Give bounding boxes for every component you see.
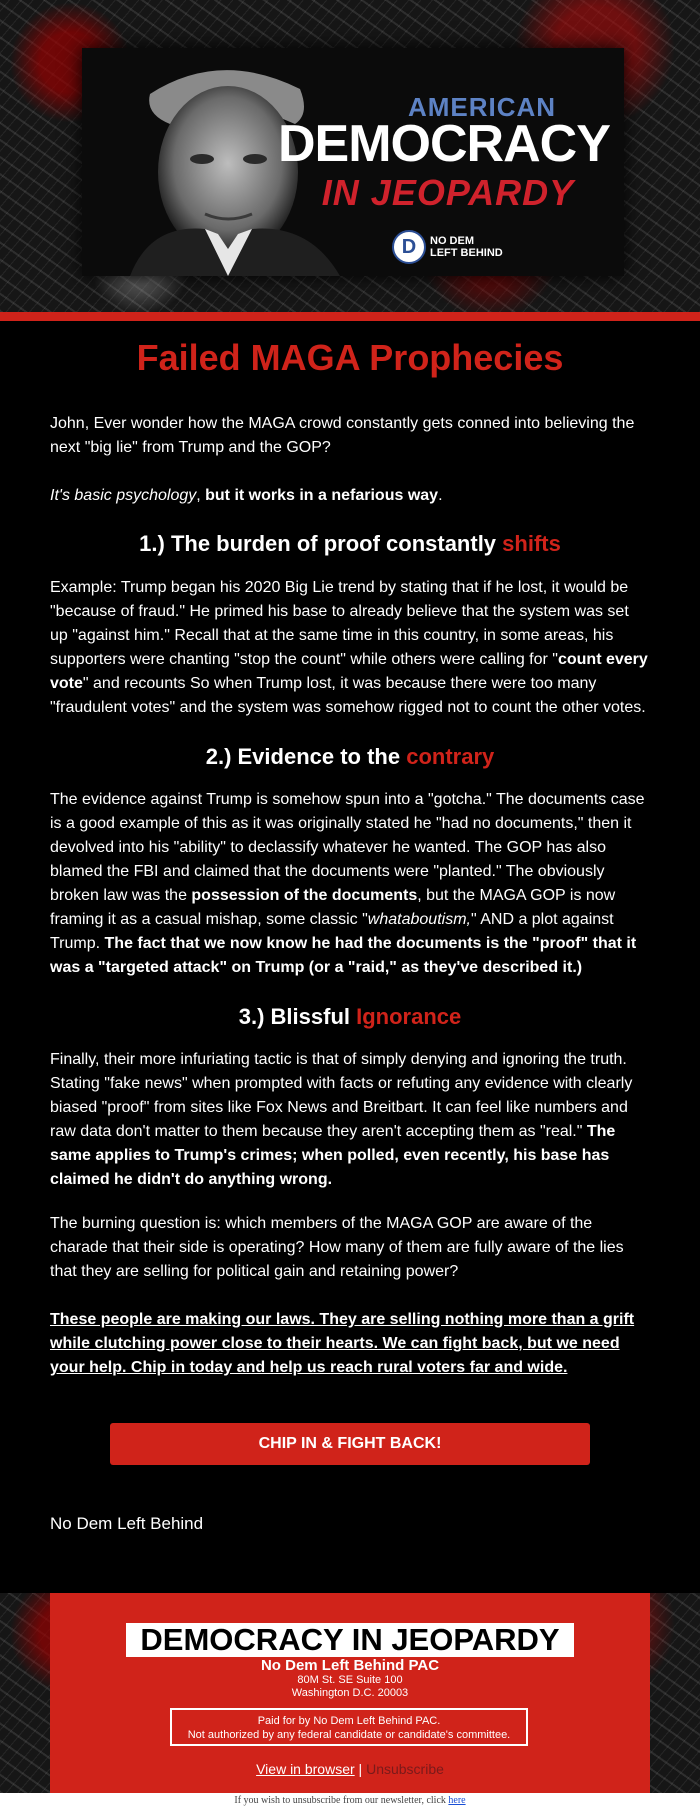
psychology-bold: but it works in a nefarious way <box>205 487 439 504</box>
burning-question: The burning question is: which members of the MAGA GOP are aware of the charade that their side is operating? How many of them are fully aware of the lies that they are selling for political gain and retaining power? <box>50 1215 624 1280</box>
section-1-text-b: " and recounts So when Trump lost, it was because there were too many "fraudulent votes" and the system was somehow rigged not to count the other votes. <box>50 675 646 716</box>
signoff: No Dem Left Behind <box>50 1514 204 1533</box>
view-in-browser-link[interactable]: View in browser <box>256 1761 355 1777</box>
page-title: Failed MAGA Prophecies <box>136 337 564 378</box>
paid-for-line-1: Paid for by No Dem Left Behind PAC. <box>257 1715 441 1727</box>
chip-in-button[interactable]: CHIP IN & FIGHT BACK! <box>110 1423 590 1465</box>
psychology-period: . <box>438 487 443 504</box>
unsubscribe-note <box>0 1795 700 1806</box>
psychology-line <box>50 484 650 508</box>
section-1-heading-text: 1.) The burden of proof constantly <box>139 531 503 556</box>
org-logo <box>392 230 503 264</box>
footer-address-line-2: Washington D.C. 20003 <box>291 1687 409 1699</box>
footer <box>0 1593 700 1793</box>
unsubscribe-here-link[interactable]: here <box>448 1795 466 1806</box>
psychology-italic: It's basic psychology <box>50 487 197 504</box>
cta-link-text[interactable]: These people are making our laws. They are selling nothing more than a grift while clutching power close to their hearts. We can fight back, but we need your help. Chip in today and help us reach rural voters far and wide. <box>50 1311 635 1376</box>
section-3-heading-accent: Ignorance <box>356 1004 462 1029</box>
footer-org-name: No Dem Left Behind PAC <box>260 1657 440 1674</box>
section-2-bold-2: The fact that we now know he had the documents is the "proof" that it was a "targeted attack" on Trump (or a "raid," as they've described it.) <box>50 935 637 976</box>
section-1-text-a: Example: Trump began his 2020 Big Lie trend by stating that if he lost, it would be "because of fraud." He primed his base to already believe that the system was set up "against him." Recall that at the same time in this country, in some areas, his supporters were chanting "stop the count" while others were calling for " <box>50 579 629 668</box>
section-3-body <box>50 1048 650 1192</box>
footer-address-line-1: 80M St. SE Suite 100 <box>297 1674 403 1686</box>
link-separator: | <box>354 1761 367 1777</box>
section-2-heading-text: 2.) Evidence to the <box>205 744 407 769</box>
footer-panel <box>50 1593 650 1793</box>
email-body <box>0 321 700 1593</box>
unsubscribe-note-text: If you wish to unsubscribe from our newsletter, click <box>234 1795 449 1806</box>
footer-title: DEMOCRACY IN JEOPARDY <box>126 1623 574 1657</box>
logo-text <box>430 235 503 259</box>
hero-banner <box>0 0 700 312</box>
section-1-heading-accent: shifts <box>502 531 561 556</box>
logo-line-2: LEFT BEHIND <box>430 247 503 259</box>
hero-title-main: DEMOCRACY <box>278 115 610 173</box>
section-2-body <box>50 788 650 980</box>
paid-for-line-2: Not authorized by any federal candidate or candidate's committee. <box>187 1729 511 1741</box>
section-2-text-b: , but the MAGA GOP is now framing it as a casual mishap, some classic " <box>50 887 616 928</box>
section-3-heading-text: 3.) Blissful <box>238 1004 357 1029</box>
section-2-bold-1: possession of the documents <box>191 887 418 904</box>
logo-line-1: NO DEM <box>430 235 474 247</box>
paid-for-disclaimer <box>170 1708 528 1746</box>
section-2-heading-accent: contrary <box>406 744 495 769</box>
section-3-text-a: Finally, their more infuriating tactic is that of simply denying and ignoring the truth. Stating "fake news" when prompted with facts or refuting any evidence with clearly biased "proof" from sites like Fox News and Breitbart. It can feel like numbers and raw data don't matter to them because they aren't accepting them as "real." <box>50 1051 633 1140</box>
red-divider <box>0 312 700 321</box>
democrat-d-icon: D <box>392 230 426 264</box>
intro-paragraph: John, Ever wonder how the MAGA crowd constantly gets conned into believing the next "big lie" from Trump and the GOP? <box>50 415 635 456</box>
psychology-comma: , <box>196 487 206 504</box>
section-2-italic: whataboutism, <box>367 911 471 928</box>
section-1-bold: count every vote <box>50 651 648 692</box>
hero-panel <box>82 48 624 276</box>
footer-links <box>50 1761 650 1777</box>
unsubscribe-link[interactable]: Unsubscribe <box>366 1761 444 1777</box>
section-2-heading <box>0 744 700 770</box>
section-1-heading <box>0 531 700 557</box>
section-2-text-c: " AND a plot against Trump. <box>50 911 614 952</box>
section-1-body <box>50 576 650 720</box>
hero-title-sub: IN JEOPARDY <box>321 172 575 213</box>
section-2-text-a: The evidence against Trump is somehow spun into a "gotcha." The documents case is a good example of this as it was originally stated he "had no documents," then it devolved into his "ability" to declassify whatever he wanted. The GOP has also blamed the FBI and claimed that the documents were "planted." The obviously broken law was the <box>50 791 645 904</box>
hero-title-top: AMERICAN <box>407 92 557 122</box>
section-3-bold: The same applies to Trump's crimes; when polled, even recently, his base has claimed he didn't do anything wrong. <box>50 1123 616 1188</box>
section-3-heading <box>0 1004 700 1030</box>
